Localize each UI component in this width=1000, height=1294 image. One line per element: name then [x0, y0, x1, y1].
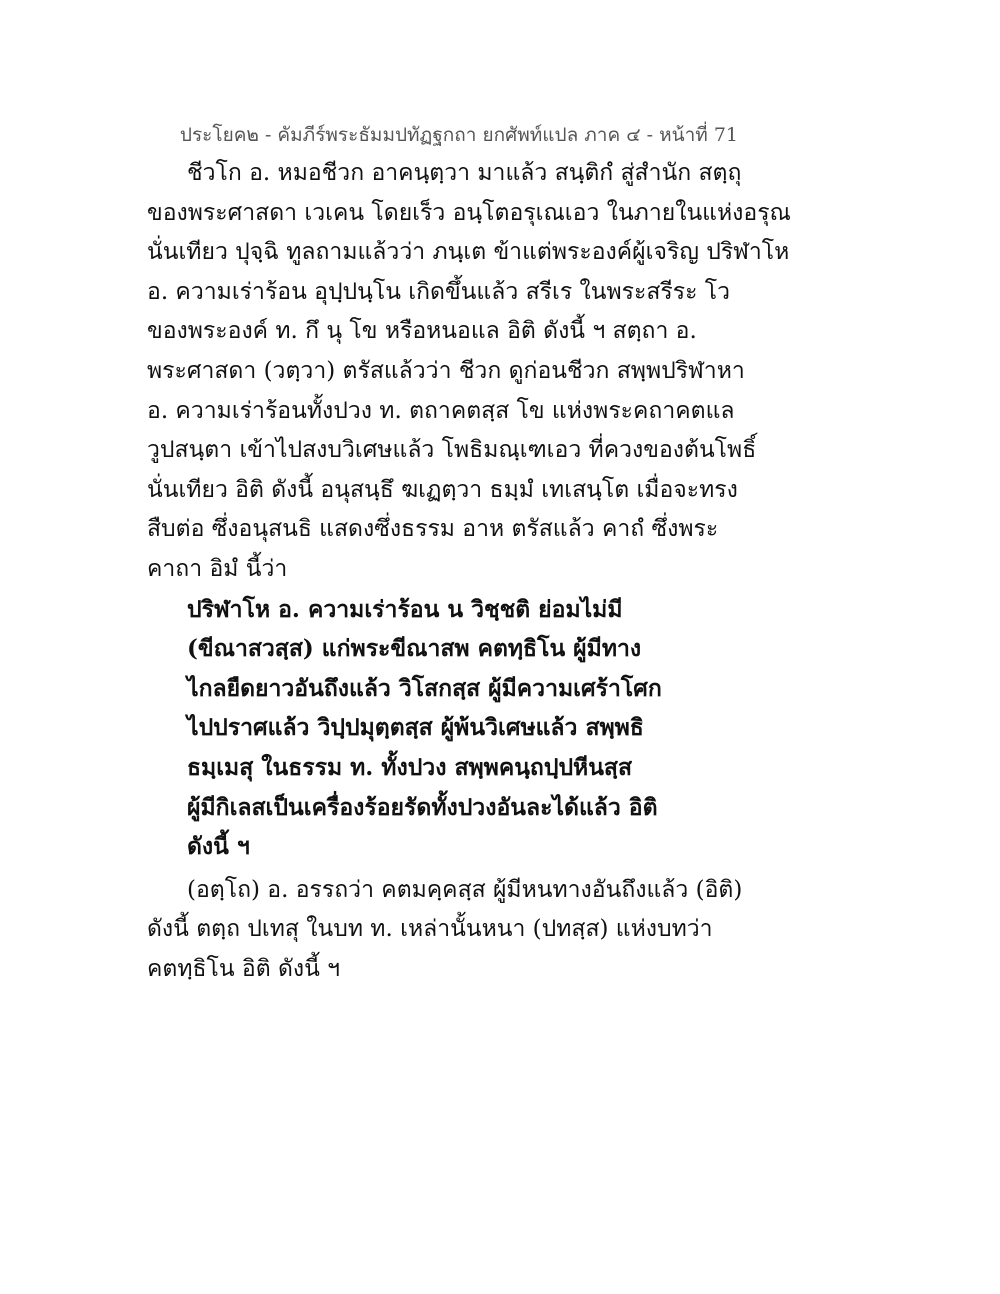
verse-line: ปริฬาโห อ. ความเร่าร้อน น วิชฺชติ ย่อมไม่มี — [187, 595, 623, 623]
text-line: ของพระองค์ ท. กึ นุ โข หรือหนอแล อิติ ดังนี้ ฯ สตฺถา อ. — [147, 318, 697, 345]
verse-line: ดังนี้ ฯ — [187, 833, 250, 861]
text-line: คตทฺธิโน อิติ ดังนี้ ฯ — [147, 955, 341, 982]
verse-line: ไกลยืดยาวอันถึงแล้ว วิโสกสฺส ผู้มีความเศร้าโศก — [187, 674, 662, 702]
text-line: วูปสนฺตา เข้าไปสงบวิเศษแล้ว โพธิมณฺเฑเอว ที่ควงของต้นโพธิ์ — [147, 437, 757, 464]
text-line: ดังนี้ ตตฺถ ปเทสุ ในบท ท. เหล่านั้นหนา (ปทสฺส) แห่งบทว่า — [147, 916, 713, 943]
verse-line: ธมฺเมสุ ในธรรม ท. ทั้งปวง สพฺพคนฺถปฺปหีนสฺส — [187, 753, 633, 781]
text-line: (อตฺโถ) อ. อรรถว่า คตมคฺคสฺส ผู้มีหนทางอันถึงแล้ว (อิติ) — [187, 876, 743, 903]
text-line: ของพระศาสดา เวเคน โดยเร็ว อนฺโตอรุเณเอว ในภายในแห่งอรุณ — [147, 199, 791, 226]
text-line: นั่นเทียว อิติ ดังนี้ อนุสนฺธึ ฆเฏตฺวา ธมฺมํ เทเสนฺโต เมื่อจะทรง — [147, 476, 738, 503]
text-line: ชีวโก อ. หมอชีวก อาคนฺตฺวา มาแล้ว สนฺติกํ สู่สำนัก สตฺถุ — [187, 160, 742, 186]
text-line: คาถา อิมํ นี้ว่า — [147, 555, 288, 582]
text-line: สืบต่อ ซึ่งอนุสนธิ แสดงซึ่งธรรม อาห ตรัสแล้ว คาถํ ซึ่งพระ — [147, 516, 719, 543]
page-header: ประโยค๒ - คัมภีร์พระธัมมปทัฏฐกถา ยกศัพท์แปล ภาค ๔ - หน้าที่ 71 — [179, 124, 738, 146]
verse-line: ผู้มีกิเลสเป็นเครื่องร้อยรัดทั้งปวงอันละได้แล้ว อิติ — [187, 793, 658, 821]
text-line: พระศาสดา (วตฺวา) ตรัสแล้วว่า ชีวก ดูก่อนชีวก สพฺพปริฬาหา — [147, 357, 745, 384]
paragraph-1 — [147, 154, 791, 590]
verse-line: ไปปราศแล้ว วิปฺปมุตฺตสฺส ผู้พ้นวิเศษแล้ว สพฺพธิ — [187, 714, 644, 742]
text-line: นั่นเทียว ปุจฺฉิ ทูลถามแล้วว่า ภนฺเต ข้าแต่พระองค์ผู้เจริญ ปริฬาโห — [147, 239, 790, 266]
verse-line: (ขีณาสวสฺส) แก่พระขีณาสพ คตทฺธิโน ผู้มีทาง — [187, 635, 642, 663]
text-line: อ. ความเร่าร้อนทั้งปวง ท. ตถาคตสฺส โข แห่งพระคถาคตแล — [147, 397, 735, 424]
body-text — [147, 154, 791, 989]
paragraph-2 — [147, 871, 743, 990]
text-line: อ. ความเร่าร้อน อุปฺปนฺโน เกิดขึ้นแล้ว สรีเร ในพระสรีระ โว — [147, 278, 730, 305]
verse-block — [147, 590, 687, 867]
